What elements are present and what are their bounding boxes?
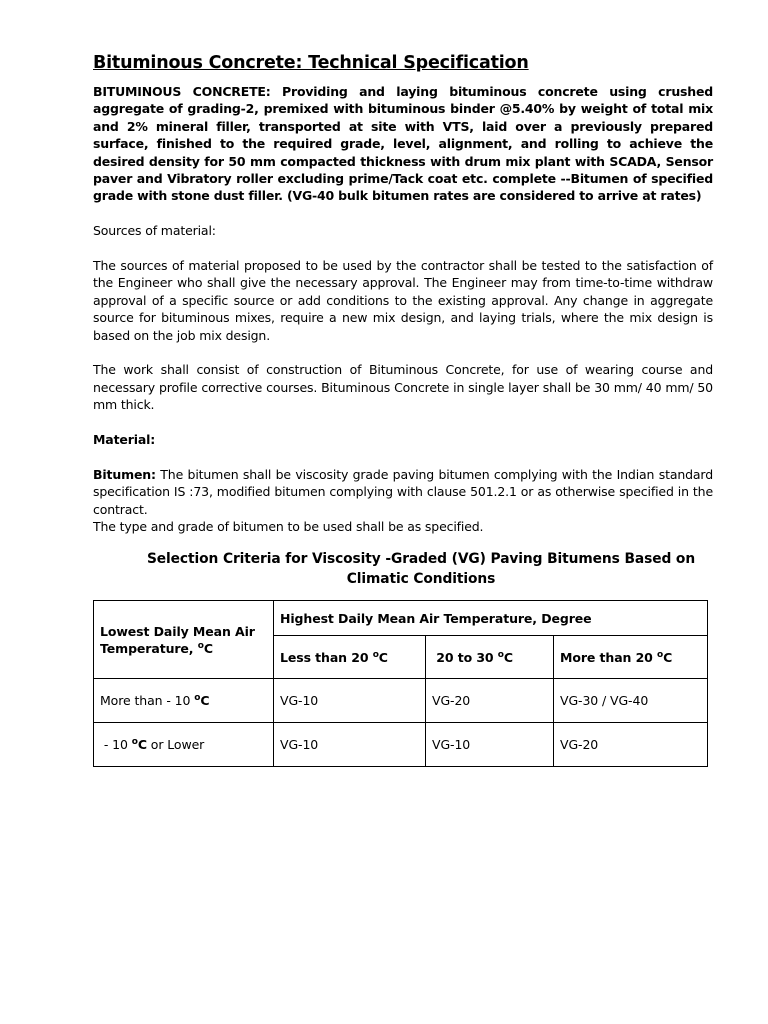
material-heading: Material: (93, 432, 156, 448)
row-label: - 10 (100, 737, 132, 753)
sources-heading: Sources of material: (93, 223, 216, 239)
celsius-letter: C (200, 693, 210, 709)
document-body (93, 52, 713, 767)
degree-symbol: o (657, 649, 664, 660)
table-cell: VG-20 (554, 723, 708, 767)
column-header-label: More than 20 (560, 649, 658, 665)
column-header-label: 20 to 30 (432, 649, 498, 665)
row-label-cell (94, 723, 274, 767)
column-header-label: Less than 20 (280, 649, 373, 665)
column-header (426, 636, 554, 679)
degree-symbol: o (197, 640, 204, 651)
degree-symbol: o (194, 693, 201, 704)
degree-symbol: o (131, 737, 138, 748)
sources-paragraph: The sources of material proposed to be used by the contractor shall be tested to the satisfaction of the Engineer who shall give the necessary approval. The Engineer may from time-to-time withdraw approval of a specific source or add conditions to the existing approval. Any change in aggregate source for bituminous mixes, require a new mix design, and laying trials, where the mix design is based on the job mix design. (93, 258, 713, 343)
celsius-letter: C (663, 649, 673, 665)
column-group-header: Highest Daily Mean Air Temperature, Degree (274, 601, 708, 636)
row-label-tail: or Lower (146, 737, 205, 753)
lead-paragraph: BITUMINOUS CONCRETE: Providing and laying bituminous concrete using crushed aggregate of grading-2, premixed with bituminous binder @5.40% by weight of total mix and 2% mineral filler, transported at site with VTS, laid over a previously prepared surface, finished to the required grade, level, alignment, and rolling to achieve the desired density for 50 mm compacted thickness with drum mix plant with SCADA, Sensor paver and Vibratory roller excluding prime/Tack coat etc. complete --Bitumen of specified grade with stone dust filler. (VG-40 bulk bitumen rates are considered to arrive at rates) (93, 84, 713, 204)
bitumen-grade-paragraph: The type and grade of bitumen to be used shall be as specified. (93, 519, 484, 535)
table-row (94, 679, 708, 723)
table-header-row (94, 601, 708, 636)
celsius-letter: C (203, 640, 213, 656)
bitumen-label: Bitumen: (93, 466, 156, 482)
table-cell: VG-10 (426, 723, 554, 767)
table-cell: VG-30 / VG-40 (554, 679, 708, 723)
page-title: Bituminous Concrete: Technical Specification (93, 53, 529, 73)
row-header-cell (94, 601, 274, 679)
row-header-label: Lowest Daily Mean Air Temperature, (100, 623, 255, 656)
celsius-letter: C (378, 649, 388, 665)
table-row (94, 723, 708, 767)
column-header (554, 636, 708, 679)
celsius-letter: C (503, 649, 513, 665)
table-caption: Selection Criteria for Viscosity -Graded (VG) Paving Bitumens Based on Climatic Conditions (146, 551, 696, 587)
viscosity-grade-table (93, 600, 708, 767)
bitumen-text: The bitumen shall be viscosity grade paving bitumen complying with the Indian standard specification IS :73, modified bitumen complying with clause 501.2.1 or as otherwise specified in the contract. (93, 466, 713, 517)
celsius-letter: C (137, 737, 147, 753)
column-header (274, 636, 426, 679)
degree-symbol: o (372, 649, 379, 660)
table-cell: VG-10 (274, 723, 426, 767)
row-label: More than - 10 (100, 693, 195, 709)
table-cell: VG-10 (274, 679, 426, 723)
row-label-cell (94, 679, 274, 723)
bitumen-paragraph (93, 466, 713, 518)
degree-symbol: o (497, 649, 504, 660)
work-paragraph: The work shall consist of construction of Bituminous Concrete, for use of wearing course and necessary profile corrective courses. Bituminous Concrete in single layer shall be 30 mm/ 40 mm/ 50 mm thick. (93, 362, 713, 413)
table-cell: VG-20 (426, 679, 554, 723)
